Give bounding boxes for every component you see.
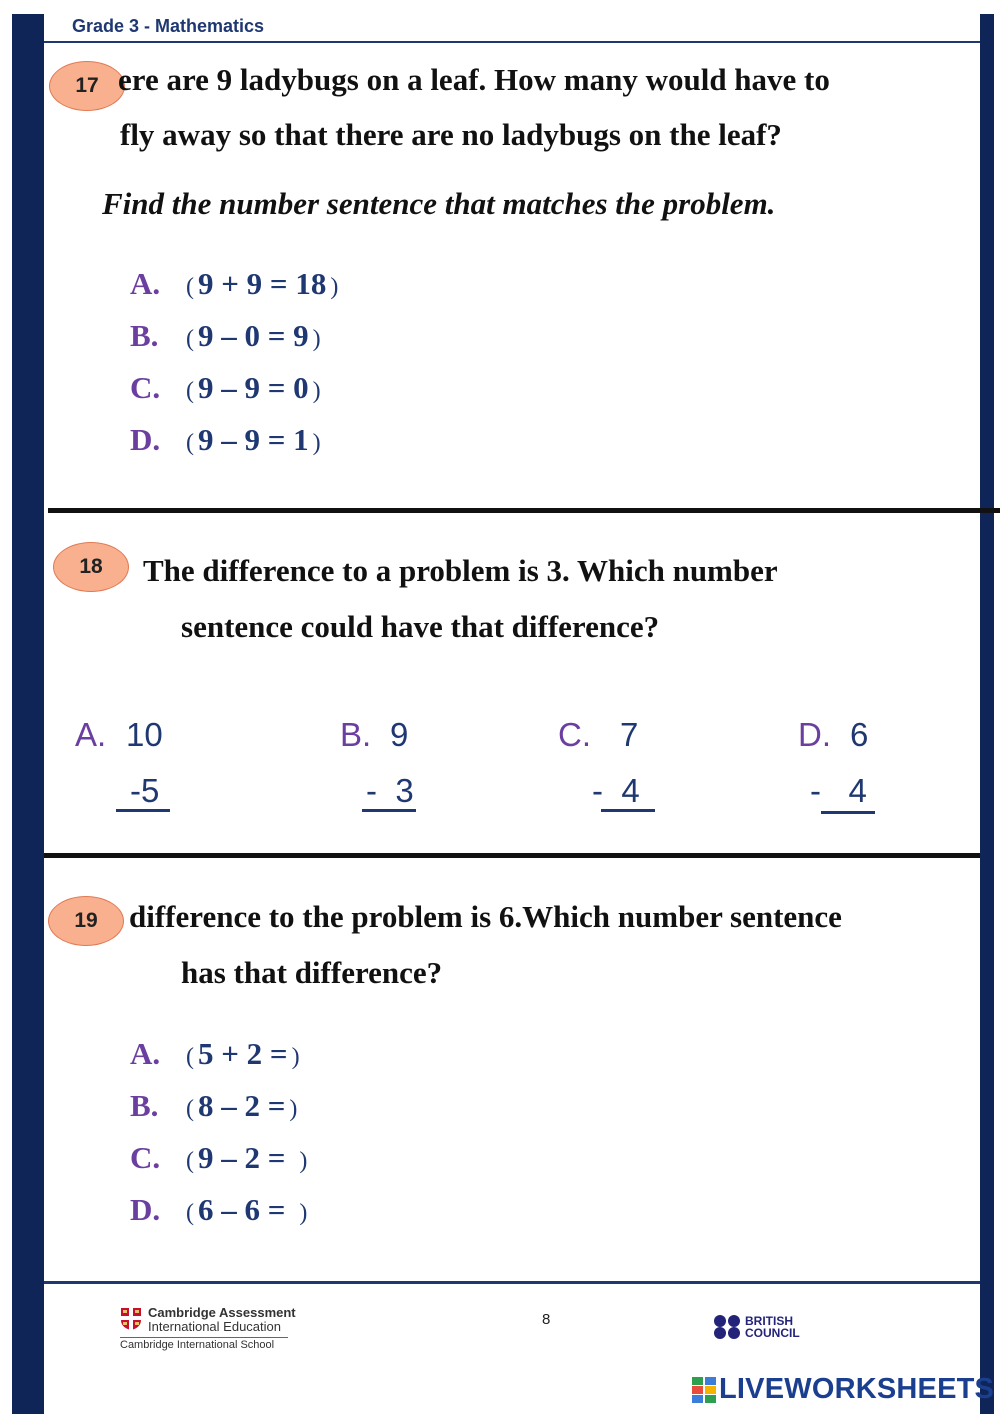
option-letter: D. xyxy=(130,422,161,457)
question-19-option-b[interactable]: B. ( 8 – 2 = ) xyxy=(130,1088,298,1123)
option-expression: 9 – 9 = 0 xyxy=(198,370,309,405)
question-19-option-c[interactable]: C. ( 9 – 2 = ) xyxy=(130,1140,308,1175)
option-letter: A. xyxy=(130,1036,161,1071)
option-expression: 8 – 2 = xyxy=(198,1088,286,1123)
question-18-option-a-top: 10 xyxy=(126,716,163,753)
footer-rule xyxy=(44,1281,980,1284)
question-18-text-line2: sentence could have that difference? xyxy=(181,609,660,644)
question-17-option-d[interactable]: D. ( 9 – 9 = 1 ) xyxy=(130,422,321,457)
question-18-option-c-top: 7 xyxy=(620,716,639,753)
question-18-option-c-underline xyxy=(601,809,655,812)
question-17-badge: 17 xyxy=(49,61,125,111)
question-17-option-b[interactable]: B. ( 9 – 0 = 9 ) xyxy=(130,318,321,353)
question-19-option-d[interactable]: D. ( 6 – 6 = ) xyxy=(130,1192,308,1227)
question-18-option-d-bottom: - 4 xyxy=(810,772,867,809)
question-18-badge: 18 xyxy=(53,542,129,592)
question-18-option-b-underline xyxy=(362,809,416,812)
option-letter: C. xyxy=(130,1140,161,1175)
option-letter: A. xyxy=(130,266,161,301)
question-19-text-line1: difference to the problem is 6.Which number sentence xyxy=(129,899,842,934)
section-divider-1 xyxy=(48,508,1000,513)
question-18-text-line1: The difference to a problem is 3. Which number xyxy=(143,553,778,588)
header-rule xyxy=(44,41,980,43)
question-17-option-c[interactable]: C. ( 9 – 9 = 0 ) xyxy=(130,370,321,405)
question-18-option-c-bottom: - 4 xyxy=(592,772,640,809)
option-letter: B. xyxy=(130,318,159,353)
question-18-option-d-top: 6 xyxy=(850,716,869,753)
cambridge-logo xyxy=(120,1306,296,1334)
question-18-option-c-letter[interactable]: C. xyxy=(558,716,591,753)
option-expression: 9 – 9 = 1 xyxy=(198,422,309,457)
british-council-line2: COUNCIL xyxy=(745,1326,800,1340)
question-18-option-d-letter[interactable]: D. xyxy=(798,716,831,753)
cambridge-line2: International Education xyxy=(148,1319,281,1334)
question-17-text-line1: ere are 9 ladybugs on a leaf. How many would have to xyxy=(118,62,830,97)
question-18-option-d-underline xyxy=(821,811,875,814)
question-19-text-line2: has that difference? xyxy=(181,955,443,990)
option-expression: 6 – 6 = xyxy=(198,1192,286,1227)
question-18-option-b-letter[interactable]: B. xyxy=(340,716,372,753)
british-council-dots-icon xyxy=(713,1314,741,1340)
cambridge-school-name: Cambridge International School xyxy=(120,1337,288,1351)
cambridge-line1: Cambridge Assessment xyxy=(148,1305,296,1320)
option-expression: 5 + 2 = xyxy=(198,1036,288,1071)
question-18-option-a-bottom: -5 xyxy=(130,772,160,809)
question-18-option-b-bottom: - 3 xyxy=(366,772,414,809)
page-number: 8 xyxy=(542,1311,551,1328)
option-expression: 9 + 9 = 18 xyxy=(198,266,327,301)
question-17-text-line2: fly away so that there are no ladybugs on the leaf? xyxy=(120,117,782,152)
option-letter: D. xyxy=(130,1192,161,1227)
question-19-option-a[interactable]: A. ( 5 + 2 = ) xyxy=(130,1036,300,1071)
cambridge-crest-icon xyxy=(120,1307,142,1331)
option-expression: 9 – 2 = xyxy=(198,1140,286,1175)
liveworksheets-icon xyxy=(692,1377,716,1403)
question-17-option-a[interactable]: A. ( 9 + 9 = 18 ) xyxy=(130,266,339,301)
question-18-option-a-letter[interactable]: A. xyxy=(75,716,107,753)
right-border-bar xyxy=(980,14,994,1414)
section-divider-2 xyxy=(44,853,980,858)
page-header-title: Grade 3 - Mathematics xyxy=(72,16,265,36)
liveworksheets-wordmark: LIVEWORKSHEETS xyxy=(719,1373,995,1405)
question-19-badge: 19 xyxy=(48,896,124,946)
question-18-option-a-underline xyxy=(116,809,170,812)
option-letter: B. xyxy=(130,1088,159,1123)
option-expression: 9 – 0 = 9 xyxy=(198,318,309,353)
british-council-line1: BRITISH xyxy=(745,1314,793,1328)
liveworksheets-logo[interactable] xyxy=(692,1373,994,1406)
british-council-logo xyxy=(713,1314,800,1340)
question-17-instruction: Find the number sentence that matches the problem. xyxy=(102,186,776,221)
option-letter: C. xyxy=(130,370,161,405)
left-border-bar xyxy=(12,14,44,1414)
question-18-option-b-top: 9 xyxy=(390,716,409,753)
